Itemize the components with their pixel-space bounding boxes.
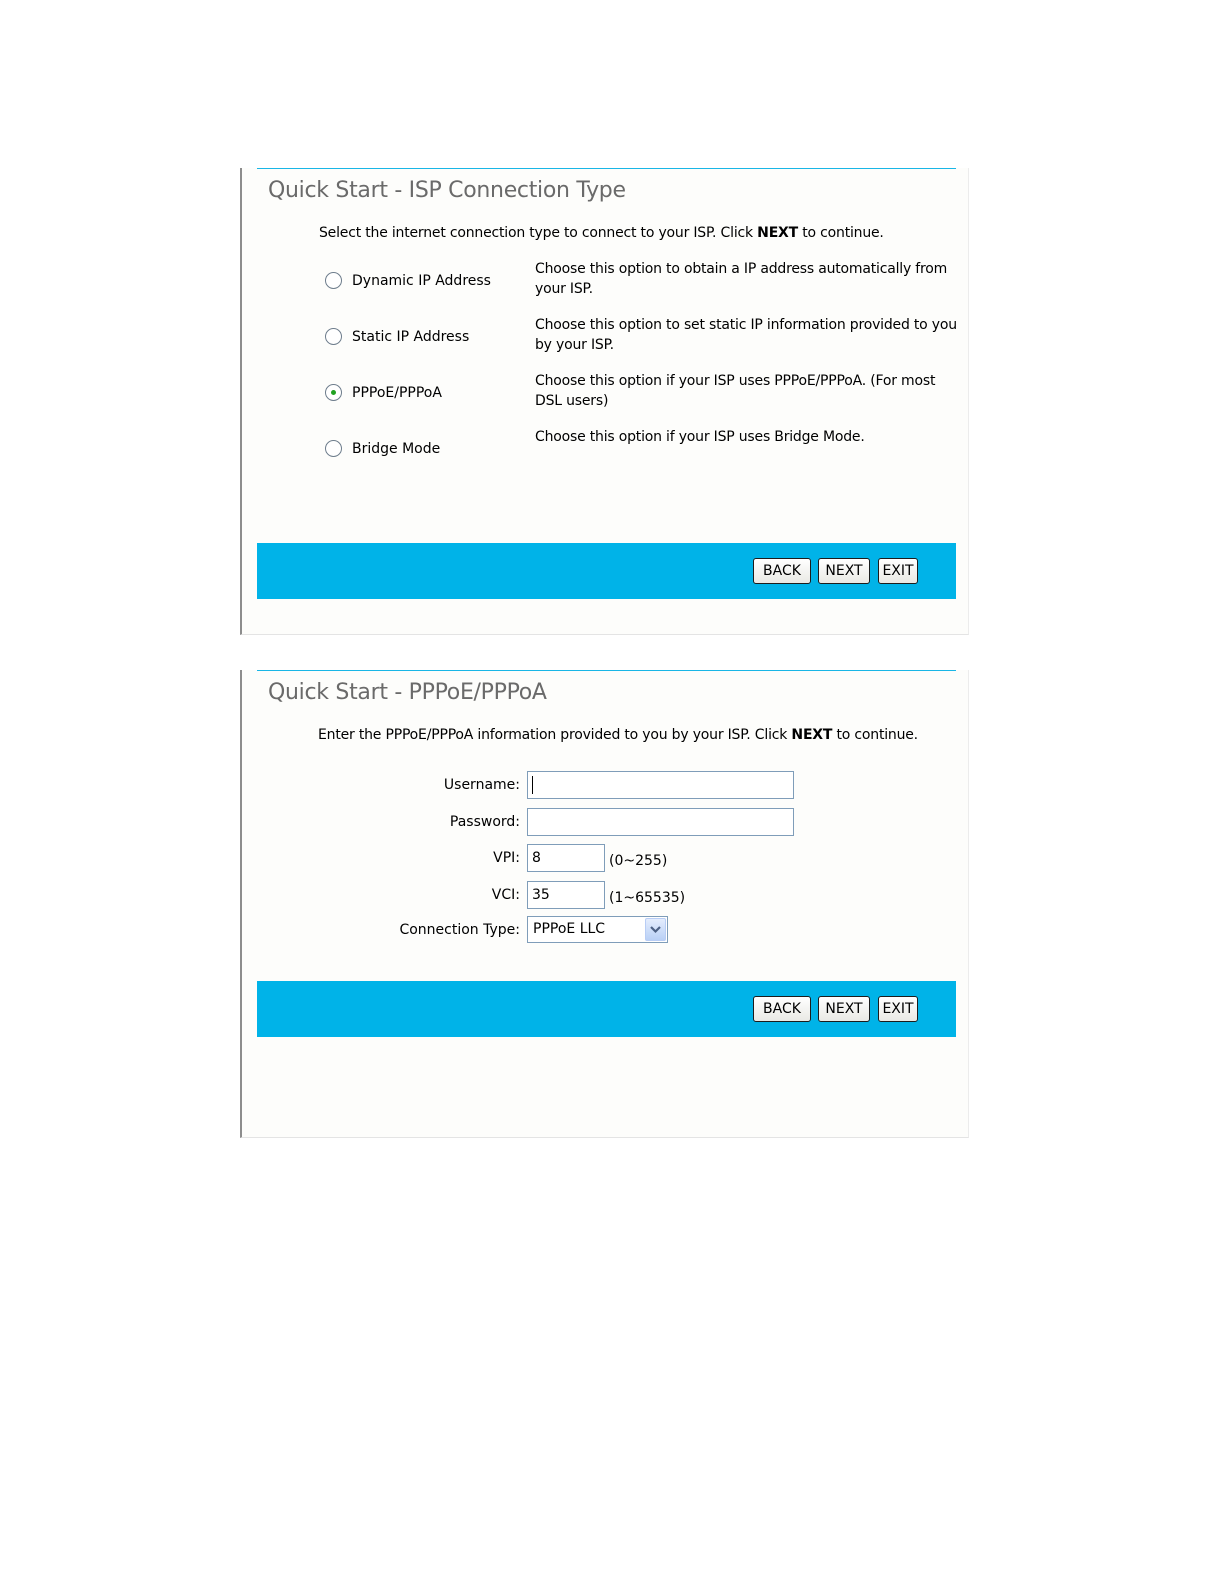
username-input[interactable] [527, 771, 794, 799]
pppoe-pppoa-panel [240, 670, 969, 1138]
option-label: Static IP Address [352, 329, 470, 345]
intro-text-start: Select the internet connection type to connect to your ISP. Click [319, 225, 758, 241]
password-label: Password: [449, 814, 520, 830]
isp-connection-type-panel [240, 168, 969, 635]
connection-type-row [242, 916, 942, 944]
option-pppoe-pppoa[interactable] [325, 373, 955, 424]
password-input[interactable] [527, 808, 794, 836]
vpi-row [242, 844, 942, 872]
connection-type-value: PPPoE LLC [533, 921, 606, 937]
username-label: Username: [443, 777, 520, 793]
next-button[interactable]: NEXT [818, 996, 870, 1022]
intro-text-start: Enter the PPPoE/PPPoA information provided to you by your ISP. Click [318, 727, 792, 743]
radio-static-ip[interactable] [325, 328, 342, 345]
panel-top-rule [257, 670, 956, 671]
option-label: Dynamic IP Address [352, 273, 491, 289]
radio-selected-dot [331, 390, 336, 395]
page-title: Quick Start - PPPoE/PPPoA [268, 680, 547, 705]
option-description: Choose this option to set static IP information provided to you by your ISP. [535, 317, 957, 353]
option-static-ip[interactable] [325, 317, 957, 368]
chevron-down-icon [650, 925, 661, 934]
vci-label: VCI: [491, 887, 520, 903]
text-cursor [532, 776, 533, 794]
vpi-input[interactable] [527, 844, 605, 872]
option-description: Choose this option to obtain a IP address automatically from your ISP. [535, 261, 948, 297]
page-title: Quick Start - ISP Connection Type [268, 178, 626, 203]
radio-pppoe-pppoa[interactable] [325, 384, 342, 401]
option-dynamic-ip[interactable] [325, 261, 955, 312]
option-description: Choose this option if your ISP uses PPPoE/PPPoA. (For most DSL users) [535, 373, 936, 409]
button-bar [257, 543, 956, 599]
vpi-range-hint: (0~255) [609, 853, 668, 869]
radio-dynamic-ip[interactable] [325, 272, 342, 289]
exit-button[interactable]: EXIT [878, 558, 918, 584]
connection-type-select[interactable] [527, 916, 668, 943]
next-button[interactable]: NEXT [818, 558, 870, 584]
option-bridge-mode[interactable] [325, 429, 955, 480]
back-button[interactable]: BACK [753, 558, 811, 584]
intro-text-end: to continue. [798, 225, 884, 241]
back-button[interactable]: BACK [753, 996, 811, 1022]
radio-bridge-mode[interactable] [325, 440, 342, 457]
vci-row [242, 881, 942, 909]
intro-text-bold: NEXT [757, 225, 798, 241]
option-description: Choose this option if your ISP uses Bridge Mode. [535, 429, 865, 445]
vci-range-hint: (1~65535) [609, 890, 686, 906]
connection-type-label: Connection Type: [399, 922, 520, 938]
exit-button[interactable]: EXIT [878, 996, 918, 1022]
vci-input[interactable] [527, 881, 605, 909]
intro-text [318, 727, 918, 743]
intro-text-end: to continue. [832, 727, 918, 743]
intro-text-bold: NEXT [791, 727, 833, 743]
password-row [242, 808, 942, 836]
option-label: Bridge Mode [352, 441, 441, 457]
vpi-label: VPI: [493, 850, 520, 866]
username-row [242, 771, 942, 799]
intro-text [319, 225, 884, 241]
panel-top-rule [257, 168, 956, 169]
button-bar [257, 981, 956, 1037]
option-label: PPPoE/PPPoA [352, 385, 442, 401]
select-dropdown-button[interactable] [645, 918, 666, 941]
